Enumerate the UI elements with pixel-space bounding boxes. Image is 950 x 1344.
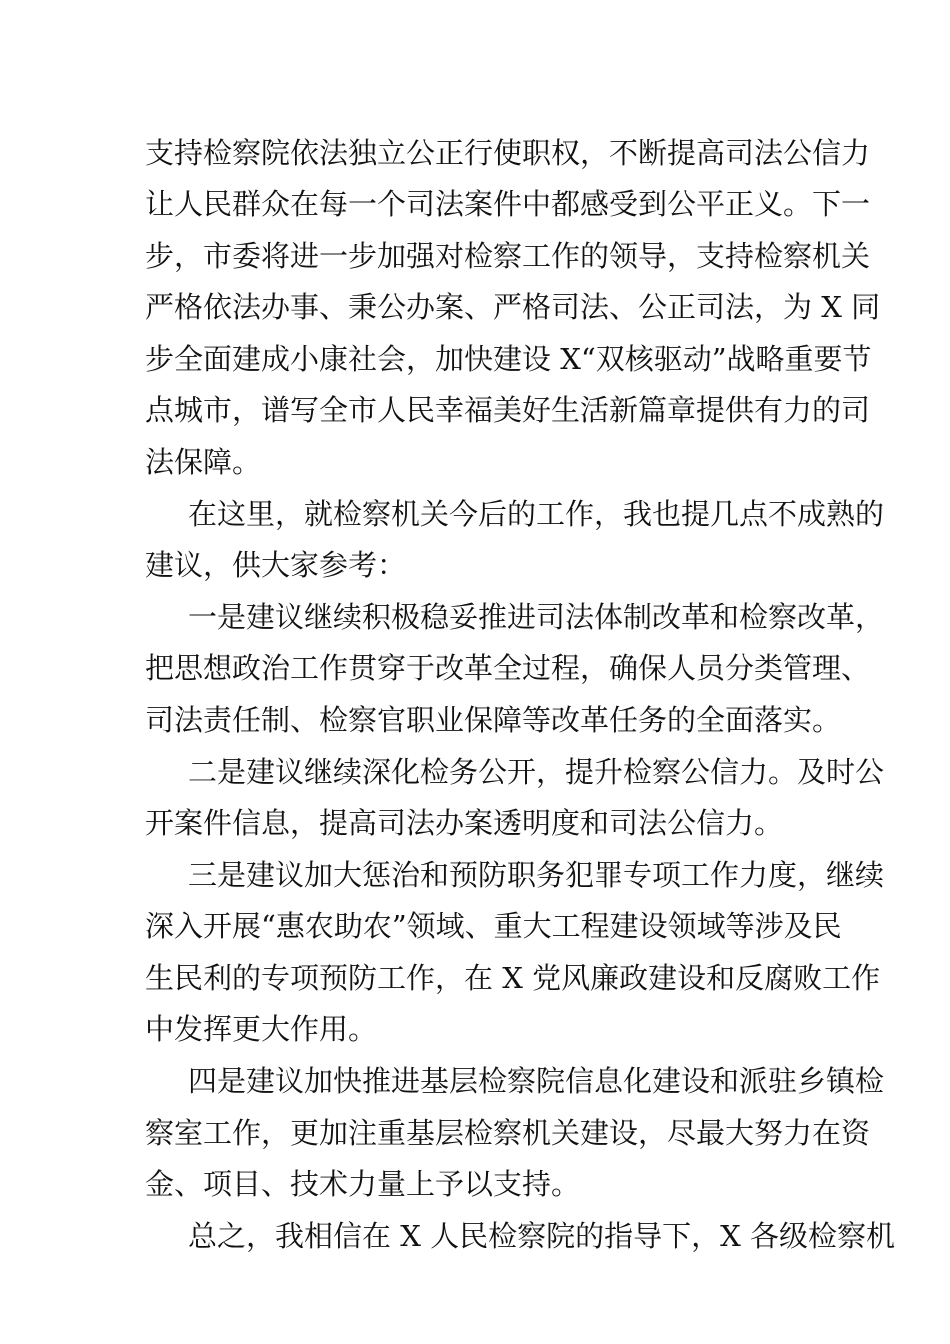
- text-line: 点城市，谱写全市人民幸福美好生活新篇章提供有力的司: [145, 393, 871, 427]
- paragraph-first-line: 三是建议加大惩治和预防职务犯罪专项工作力度，继续: [188, 858, 885, 892]
- text-line: 支持检察院依法独立公正行使职权，不断提高司法公信力: [145, 136, 871, 170]
- paragraph-first-line: 二是建议继续深化检务公开，提升检察公信力。及时公: [188, 755, 885, 789]
- text-line: 司法责任制、检察官职业保障等改革任务的全面落实。: [145, 703, 842, 737]
- text-line: 步，市委将进一步加强对检察工作的领导，支持检察机关: [145, 239, 871, 273]
- text-line: 让人民群众在每一个司法案件中都感受到公平正义。下一: [145, 187, 871, 221]
- text-line: 法保障。: [145, 445, 262, 479]
- text-line: 严格依法办事、秉公办案、严格司法、公正司法，为 X 同: [145, 290, 881, 324]
- paragraph-first-line: 总之，我相信在 X 人民检察院的指导下，X 各级检察机: [188, 1219, 895, 1253]
- text-line: 开案件信息，提高司法办案透明度和司法公信力。: [145, 806, 784, 840]
- text-line: 察室工作，更加注重基层检察机关建设，尽最大努力在资: [145, 1116, 871, 1150]
- text-line: 深入开展“惠农助农”领域、重大工程建设领域等涉及民: [145, 909, 842, 943]
- text-line: 生民利的专项预防工作，在 X 党风廉政建设和反腐败工作: [145, 961, 881, 995]
- text-line: 建议，供大家参考：: [145, 548, 407, 582]
- paragraph-first-line: 一是建议继续积极稳妥推进司法体制改革和检察改革，: [188, 600, 885, 634]
- text-line: 把思想政治工作贯穿于改革全过程，确保人员分类管理、: [145, 651, 871, 685]
- text-line: 金、项目、技术力量上予以支持。: [145, 1167, 581, 1201]
- text-line: 步全面建成小康社会，加快建设 X“双核驱动”战略重要节: [145, 342, 872, 376]
- paragraph-first-line: 在这里，就检察机关今后的工作，我也提几点不成熟的: [188, 497, 885, 531]
- text-line: 中发挥更大作用。: [145, 1012, 378, 1046]
- paragraph-first-line: 四是建议加快推进基层检察院信息化建设和派驻乡镇检: [188, 1064, 885, 1098]
